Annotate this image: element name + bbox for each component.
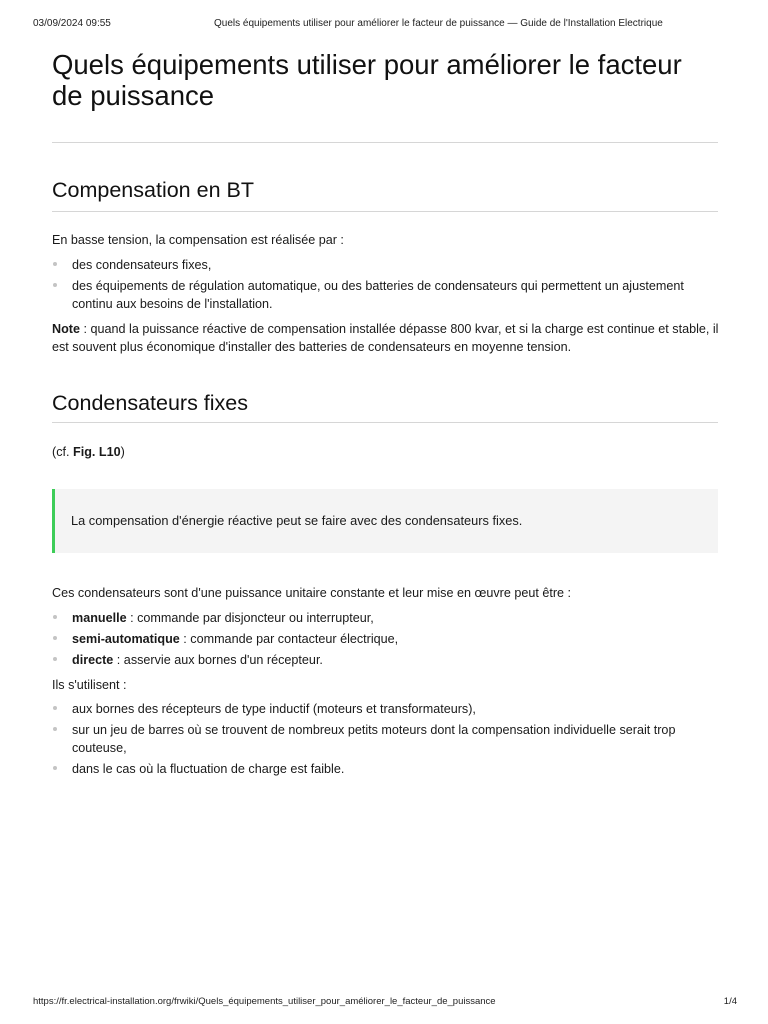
note-text: : quand la puissance réactive de compensation installée dépasse 800 kvar, et si la charge est continue et stable, il est souvent plus économique d'installer des batteries de condensateurs en moyenne tension. [52, 322, 719, 354]
bt-list [52, 256, 720, 316]
list-item: sur un jeu de barres où se trouvent de nombreux petits moteurs dont la compensation individuelle serait trop couteuse, [52, 721, 720, 757]
section-divider-bt [52, 211, 718, 212]
mode-term: semi-automatique [72, 632, 180, 646]
modes-list [52, 609, 720, 672]
usage-intro: Ils s'utilisent : [52, 678, 127, 692]
list-item: des équipements de régulation automatique, ou des batteries de condensateurs qui permettent un ajustement continu aux besoins de l'installation. [52, 277, 720, 313]
mode-desc: : commande par contacteur électrique, [179, 632, 399, 646]
fixes-intro: Ces condensateurs sont d'une puissance unitaire constante et leur mise en œuvre peut être : [52, 586, 572, 600]
mode-desc: : commande par disjoncteur ou interrupteur, [126, 611, 374, 625]
callout-text: La compensation d'énergie réactive peut se faire avec des condensateurs fixes. [71, 513, 523, 528]
ref-prefix: (cf. [52, 445, 73, 459]
callout-box [52, 489, 718, 553]
page-title: Quels équipements utiliser pour améliorer le facteur de puissance [52, 49, 682, 111]
section-heading-fixes: Condensateurs fixes [52, 391, 248, 415]
list-item [52, 609, 720, 627]
mode-desc: : asservie aux bornes d'un récepteur. [113, 653, 323, 667]
figure-reference [52, 443, 720, 461]
usage-list [52, 700, 720, 781]
print-date: 03/09/2024 09:55 [33, 18, 111, 29]
list-item [52, 630, 720, 648]
figure-link[interactable]: Fig. L10 [73, 445, 121, 459]
page-number: 1/4 [723, 996, 737, 1007]
mode-term: directe [72, 653, 114, 667]
list-item [52, 651, 720, 669]
section-divider-fixes [52, 422, 718, 423]
print-footer-url: https://fr.electrical-installation.org/frwiki/Quels_équipements_utiliser_pour_améliorer_le_facteur_de_puissance [33, 996, 496, 1007]
ref-suffix: ) [120, 445, 125, 459]
list-item: aux bornes des récepteurs de type inductif (moteurs et transformateurs), [52, 700, 720, 718]
title-divider [52, 142, 718, 143]
note-label: Note [52, 322, 80, 336]
mode-term: manuelle [72, 611, 127, 625]
print-header-title: Quels équipements utiliser pour améliorer le facteur de puissance — Guide de l'Installation Electrique [214, 18, 663, 29]
bt-note [52, 320, 720, 356]
section-heading-bt: Compensation en BT [52, 178, 254, 202]
list-item: des condensateurs fixes, [52, 256, 720, 274]
list-item: dans le cas où la fluctuation de charge est faible. [52, 760, 720, 778]
bt-intro: En basse tension, la compensation est réalisée par : [52, 233, 344, 247]
